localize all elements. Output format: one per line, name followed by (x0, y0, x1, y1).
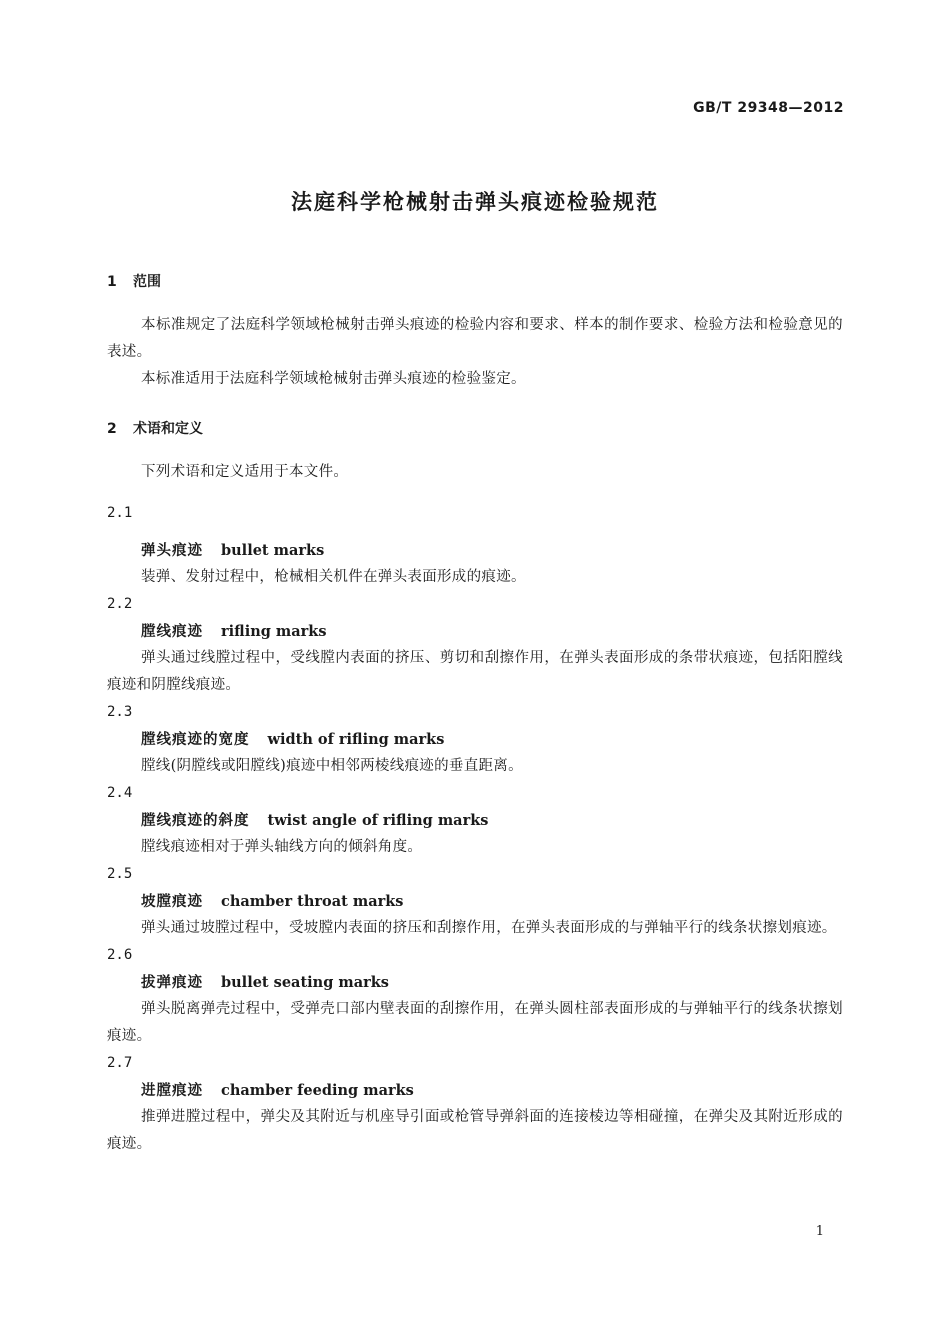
term-title (107, 618, 843, 645)
term-definition: 弹头通过线膛过程中，受线膛内表面的挤压、剪切和刮擦作用，在弹头表面形成的条带状痕迹，包括阳膛线痕迹和阴膛线痕迹。 (107, 650, 843, 693)
term-definition: 膛线(阴膛线或阳膛线)痕迹中相邻两棱线痕迹的垂直距离。 (141, 758, 523, 774)
term-definition: 膛线痕迹相对于弹头轴线方向的倾斜角度。 (141, 839, 423, 855)
term-en: width of rifling marks (267, 731, 445, 748)
terms-intro: 下列术语和定义适用于本文件。 (141, 464, 349, 480)
term-number: 2.7 (107, 1055, 133, 1071)
term-title (107, 726, 843, 753)
section-heading-scope (107, 268, 843, 296)
term-zh: 进膛痕迹 (141, 1083, 203, 1099)
term-en: chamber feeding marks (221, 1082, 414, 1099)
term-zh: 坡膛痕迹 (141, 894, 203, 910)
term-number: 2.4 (107, 785, 133, 801)
term-en: chamber throat marks (221, 893, 404, 910)
term-title (107, 1077, 843, 1104)
term-zh: 膛线痕迹 (141, 624, 203, 640)
term-definition: 装弹、发射过程中，枪械相关机件在弹头表面形成的痕迹。 (141, 569, 526, 585)
term-zh: 弹头痕迹 (141, 543, 203, 559)
term-zh: 拔弹痕迹 (141, 975, 203, 991)
term-number: 2.2 (107, 596, 133, 612)
page-number: 1 (815, 1224, 824, 1239)
standard-code: GB/T 29348—2012 (693, 100, 844, 116)
term-number: 2.5 (107, 866, 133, 882)
section-heading-terms (107, 415, 843, 443)
section-number: 2 (107, 421, 117, 437)
document-title: 法庭科学枪械射击弹头痕迹检验规范 (291, 190, 659, 214)
term-zh: 膛线痕迹的宽度 (141, 732, 250, 748)
term-en: rifling marks (221, 623, 327, 640)
term-zh: 膛线痕迹的斜度 (141, 813, 250, 829)
term-definition: 弹头脱离弹壳过程中，受弹壳口部内壁表面的刮擦作用，在弹头圆柱部表面形成的与弹轴平行的线条状擦划痕迹。 (107, 1001, 843, 1044)
term-definition: 推弹进膛过程中，弹尖及其附近与机座导引面或枪管导弹斜面的连接棱边等相碰撞，在弹尖及其附近形成的痕迹。 (107, 1109, 843, 1152)
term-en: bullet marks (221, 542, 325, 559)
term-title (107, 969, 843, 996)
section-title: 范围 (133, 274, 161, 290)
section-title: 术语和定义 (133, 421, 203, 437)
document-body (107, 268, 843, 1158)
term-definition: 弹头通过坡膛过程中，受坡膛内表面的挤压和刮擦作用，在弹头表面形成的与弹轴平行的线条状擦划痕迹。 (141, 920, 837, 936)
term-title (107, 888, 843, 915)
term-title (107, 807, 843, 834)
term-en: bullet seating marks (221, 974, 389, 991)
scope-paragraph: 本标准规定了法庭科学领域枪械射击弹头痕迹的检验内容和要求、样本的制作要求、检验方法和检验意见的表述。 (107, 317, 843, 360)
term-number: 2.3 (107, 704, 133, 720)
term-number: 2.6 (107, 947, 133, 963)
term-title (107, 537, 843, 564)
section-number: 1 (107, 274, 117, 290)
scope-paragraph: 本标准适用于法庭科学领域枪械射击弹头痕迹的检验鉴定。 (141, 371, 526, 387)
term-en: twist angle of rifling marks (267, 812, 489, 829)
term-number: 2.1 (107, 505, 133, 521)
